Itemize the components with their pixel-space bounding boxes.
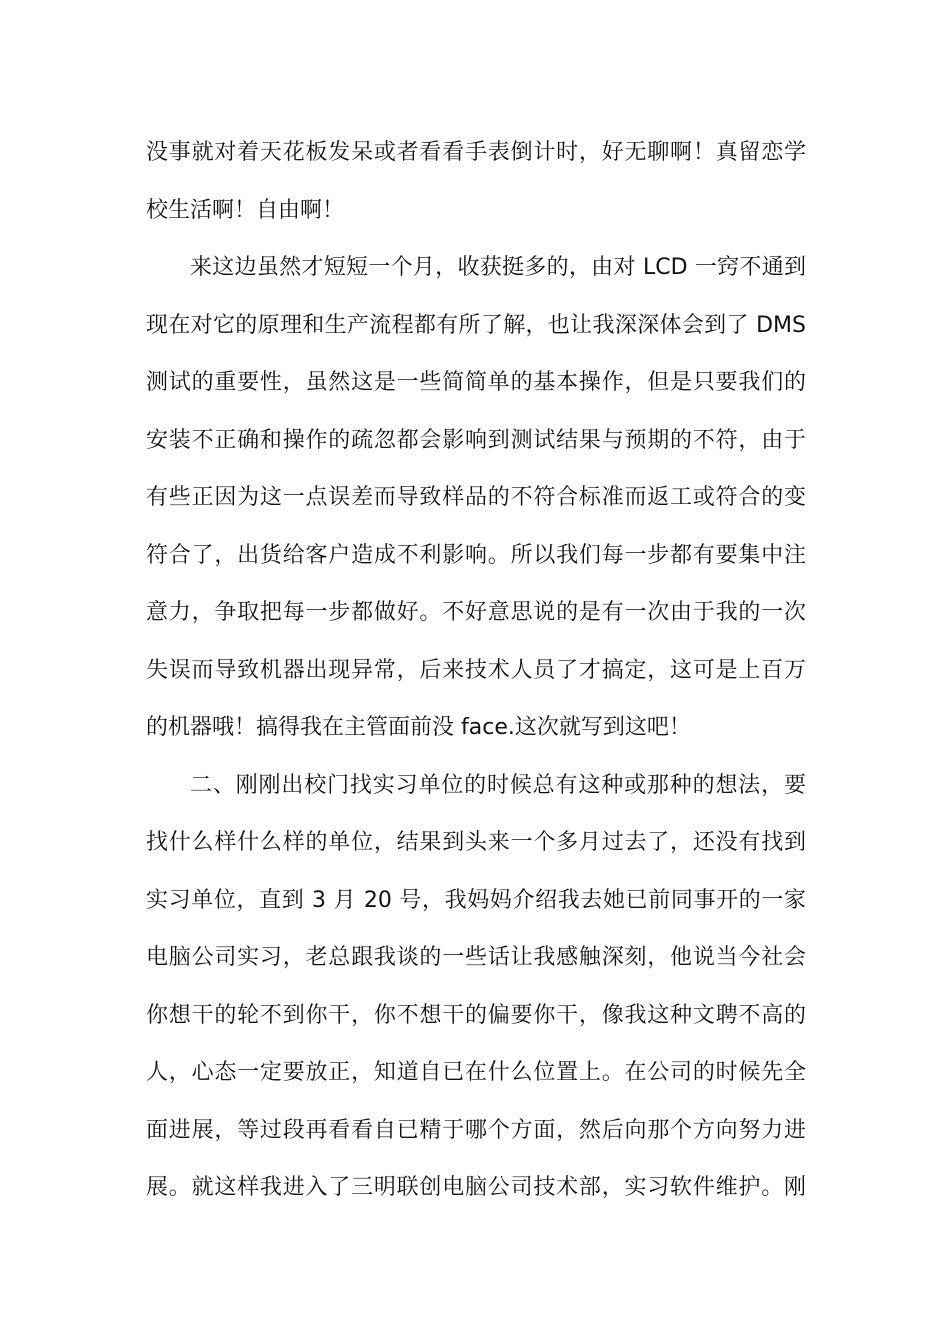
body-text xyxy=(146,124,806,1217)
paragraph-first-line: 来这边虽然才短短一个月，收获挺多的，由对 LCD 一窍不通到 xyxy=(190,255,806,280)
text-line: 的机器哦！搞得我在主管面前没 face.这次就写到这吧！ xyxy=(146,715,691,740)
text-line: 面进展，等过段再看看自已精于哪个方面，然后向那个方向努力进 xyxy=(146,1117,806,1143)
text-line: 意力，争取把每一步都做好。不好意思说的是有一次由于我的一次 xyxy=(146,600,806,625)
text-line: 展。就这样我进入了三明联创电脑公司技术部，实习软件维护。刚 xyxy=(146,1175,806,1200)
text-line: 找什么样什么样的单位，结果到头来一个多月过去了，还没有找到 xyxy=(146,830,806,855)
paragraph-first-line: 二、刚刚出校门找实习单位的时候总有这种或那种的想法，要 xyxy=(190,772,806,798)
text-line: 测试的重要性，虽然这是一些简简单的基本操作，但是只要我们的 xyxy=(146,370,806,395)
text-line: 安装不正确和操作的疏忽都会影响到测试结果与预期的不符，由于 xyxy=(146,427,806,453)
text-line: 电脑公司实习，老总跟我谈的一些话让我感触深刻，他说当今社会 xyxy=(146,945,806,970)
text-line: 实习单位，直到 3 月 20 号，我妈妈介绍我去她已前同事开的一家 xyxy=(146,887,806,913)
text-line: 校生活啊！自由啊！ xyxy=(146,197,345,223)
text-line: 你想干的轮不到你干，你不想干的偏要你干，像我这种文聘不高的 xyxy=(146,1002,806,1028)
text-line: 失误而导致机器出现异常，后来技术人员了才搞定，这可是上百万 xyxy=(146,657,806,683)
text-line: 人，心态一定要放正，知道自已在什么位置上。在公司的时候先全 xyxy=(146,1060,806,1085)
text-line: 有些正因为这一点误差而导致样品的不符合标准而返工或符合的变 xyxy=(146,485,806,510)
text-line: 现在对它的原理和生产流程都有所了解，也让我深深体会到了 DMS xyxy=(146,312,806,338)
text-line: 没事就对着天花板发呆或者看看手表倒计时，好无聊啊！真留恋学 xyxy=(146,140,806,165)
text-line: 符合了，出货给客户造成不利影响。所以我们每一步都有要集中注 xyxy=(146,542,806,568)
